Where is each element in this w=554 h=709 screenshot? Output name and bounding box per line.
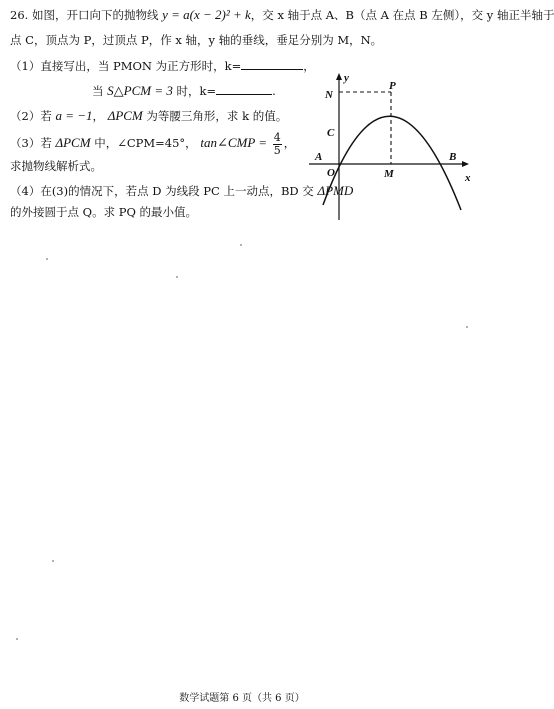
page-footer: 数学试题第 6 页（共 6 页） (179, 693, 305, 704)
question-3-comma: ， (283, 136, 296, 150)
triangle-pcm: ΔPCM (107, 108, 143, 123)
question-3-prefix: （3）若 (10, 136, 52, 150)
label-n: N (325, 89, 333, 101)
question-1b-period: . (272, 84, 276, 98)
question-1-part-a (10, 57, 315, 74)
problem-number: 26. (10, 8, 29, 22)
label-c: C (327, 127, 335, 139)
answer-blank-1[interactable] (241, 57, 303, 70)
scan-speck (52, 560, 54, 562)
question-3-ask: 求抛物线解析式。 (10, 159, 102, 173)
question-1-comma: ， (303, 59, 315, 73)
question-1-text: （1）直接写出，当 PMON 为正方形时，k= (10, 59, 242, 73)
problem-intro-text: 如图，开口向下的抛物线 (31, 8, 159, 22)
question-1-part-b (92, 82, 276, 99)
question-4-text: （4）在(3)的情况下，若点 D 为线段 PC 上一动点，BD 交 (10, 184, 314, 198)
label-a: A (315, 151, 323, 163)
scan-speck (176, 276, 178, 278)
label-m: M (384, 168, 394, 180)
question-3-line-2 (10, 158, 102, 174)
question-2-comma: ， (92, 109, 105, 123)
label-b: B (449, 151, 457, 163)
problem-line-2-text: 点 C，顶点为 P，过顶点 P，作 x 轴，y 轴的垂线，垂足分别为 M，N。 (10, 33, 383, 47)
angle-condition: 中，∠CPM=45°， (94, 136, 197, 150)
question-4-line-2 (10, 204, 197, 220)
question-4-ask: 的外接圆于点 Q。求 PQ 的最小值。 (10, 205, 198, 219)
question-2-prefix: （2）若 (10, 109, 52, 123)
fraction-denominator: 5 (273, 143, 281, 157)
problem-intro-rest: ，交 x 轴于点 A、B（点 A 在点 B 左侧），交 y 轴正半轴于 (250, 8, 554, 22)
label-o: O (327, 167, 335, 179)
scan-speck (466, 326, 468, 328)
label-x: x (465, 172, 471, 184)
problem-line-1 (10, 7, 554, 23)
parabola-curve (323, 116, 461, 210)
question-1b-prefix: 当 (92, 84, 104, 98)
question-3 (10, 131, 295, 157)
scan-speck (16, 638, 18, 640)
a-value: a = −1 (55, 108, 93, 123)
question-2-rest: 为等腰三角形，求 k 的值。 (146, 109, 288, 123)
y-axis-arrow (336, 73, 342, 80)
label-p: P (389, 80, 396, 92)
scan-speck (240, 244, 242, 246)
parabola-figure (305, 70, 475, 230)
question-1b-mid: 时，k= (176, 84, 217, 98)
scan-speck (46, 258, 48, 260)
problem-line-2 (10, 32, 382, 48)
x-axis-arrow (462, 161, 469, 167)
triangle-pmd: ΔPMD (317, 183, 354, 198)
tan-condition: tan∠CMP = (200, 135, 268, 150)
triangle-pcm-2: ΔPCM (55, 135, 91, 150)
fraction-numerator: 4 (273, 130, 281, 144)
question-4 (10, 183, 353, 199)
parabola-equation: y = a(x − 2)² + k (162, 7, 251, 22)
area-condition: S△PCM = 3 (107, 83, 173, 98)
answer-blank-2[interactable] (216, 82, 272, 95)
fraction-4-5 (273, 132, 282, 157)
label-y: y (344, 72, 349, 84)
question-2 (10, 108, 287, 124)
